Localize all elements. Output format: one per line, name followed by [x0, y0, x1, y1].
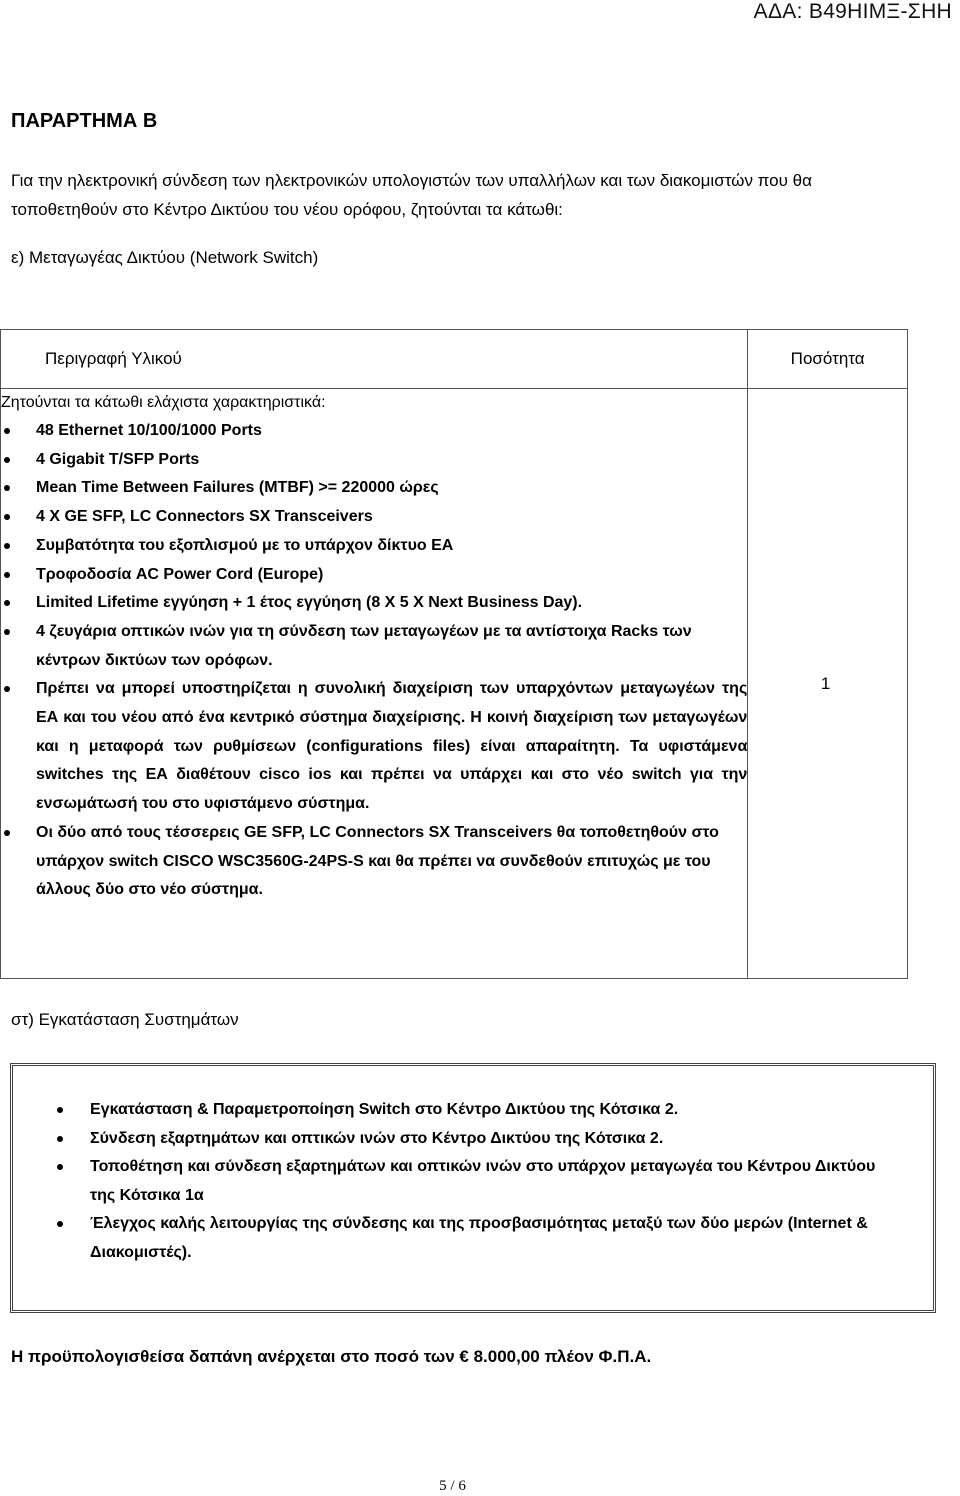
bullet-icon — [57, 1136, 63, 1142]
spec-item: Συμβατότητα του εξοπλισμού με το υπάρχον δίκτυο ΕΑ — [1, 532, 747, 561]
installation-box — [10, 1063, 936, 1313]
intro-line-2: τοποθετηθούν στο Κέντρο Δικτύου του νέου ορόφου, ζητούνται τα κάτωθι: — [11, 200, 563, 219]
annex-title: ΠΑΡΑΡΤΗΜΑ Β — [11, 110, 158, 132]
bullet-icon — [57, 1221, 63, 1227]
bullet-icon — [57, 1164, 63, 1170]
spec-item: Πρέπει να μπορεί υποστηρίζεται η συνολική διαχείριση των υπαρχόντων μεταγωγέων της ΕΑ και του νέου από ένα κεντρικό σύστημα διαχείρισης. Η κοινή διαχείριση των μεταγωγέων και η μεταφορά των ρυθμίσεων (configurations files) είναι απαραίτητη. Τα υφιστάμενα switches της ΕΑ διαθέτουν cisco ios και πρέπει να υπάρχει και στο νέο switch για την ενσωμάτωσή του στο υφιστάμενο σύστημα. — [1, 675, 747, 819]
spec-description-cell — [1, 389, 748, 979]
page-number: 5 / 6 — [439, 1478, 466, 1494]
bullet-icon — [4, 686, 10, 692]
intro-line-1: Για την ηλεκτρονική σύνδεση των ηλεκτρονικών υπολογιστών των υπαλλήλων και των διακομιστών που θα — [11, 171, 812, 190]
section-e-title: ε) Μεταγωγέας Δικτύου (Network Switch) — [11, 248, 319, 267]
spec-item: Mean Time Between Failures (MTBF) >= 220000 ώρες — [1, 474, 747, 503]
spec-list — [1, 417, 747, 905]
document-code: ΑΔΑ: Β49ΗΙΜΞ-ΣΗΗ — [753, 0, 952, 23]
header-description: Περιγραφή Υλικού — [1, 330, 748, 389]
quantity-value: 1 — [748, 389, 908, 979]
bullet-icon — [57, 1107, 63, 1113]
spec-item: Τροφοδοσία AC Power Cord (Europe) — [1, 561, 747, 590]
spec-table — [0, 329, 908, 979]
spec-item: 4 X GE SFP, LC Connectors SX Transceivers — [1, 503, 747, 532]
bullet-icon — [4, 629, 10, 635]
installation-list — [13, 1066, 933, 1268]
section-st-title: στ) Εγκατάσταση Συστημάτων — [11, 1010, 239, 1029]
spec-item: Οι δύο από τους τέσσερεις GE SFP, LC Connectors SX Transceivers θα τοποθετηθούν στο υπάρχον switch CISCO WSC3560G-24PS-S και θα πρέπει να συνδεθούν επιτυχώς με του άλλους δύο στο νέο σύστημα. — [1, 819, 747, 905]
bullet-icon — [4, 600, 10, 606]
intro-paragraph — [11, 166, 911, 224]
bullet-icon — [4, 485, 10, 491]
bullet-icon — [4, 428, 10, 434]
spec-intro: Ζητούνται τα κάτωθι ελάχιστα χαρακτηριστικά: — [1, 394, 326, 411]
spec-item: 4 ζευγάρια οπτικών ινών για τη σύνδεση των μεταγωγέων με τα αντίστοιχα Racks των κέντρων δικτύων των ορόφων. — [1, 618, 747, 675]
installation-item: Έλεγχος καλής λειτουργίας της σύνδεσης και της προσβασιμότητας μεταξύ των δύο μερών (Internet & Διακομιστές). — [90, 1210, 927, 1267]
spec-item: 4 Gigabit T/SFP Ports — [1, 446, 747, 475]
bullet-icon — [4, 543, 10, 549]
installation-item: Εγκατάσταση & Παραμετροποίηση Switch στο Κέντρο Δικτύου της Κότσικα 2. — [90, 1096, 927, 1125]
bullet-icon — [4, 830, 10, 836]
spec-item: 48 Ethernet 10/100/1000 Ports — [1, 417, 747, 446]
bullet-icon — [4, 572, 10, 578]
header-quantity: Ποσότητα — [748, 330, 908, 389]
bullet-icon — [4, 457, 10, 463]
installation-item: Τοποθέτηση και σύνδεση εξαρτημάτων και οπτικών ινών στο υπάρχον μεταγωγέα του Κέντρου Δικτύου της Κότσικα 1α — [90, 1153, 927, 1210]
installation-item: Σύνδεση εξαρτημάτων και οπτικών ινών στο Κέντρο Δικτύου της Κότσικα 2. — [90, 1125, 927, 1154]
budget-statement: Η προϋπολογισθείσα δαπάνη ανέρχεται στο ποσό των € 8.000,00 πλέον Φ.Π.Α. — [11, 1347, 652, 1366]
bullet-icon — [4, 514, 10, 520]
spec-item: Limited Lifetime εγγύηση + 1 έτος εγγύηση (8 X 5 X Next Business Day). — [1, 589, 747, 618]
